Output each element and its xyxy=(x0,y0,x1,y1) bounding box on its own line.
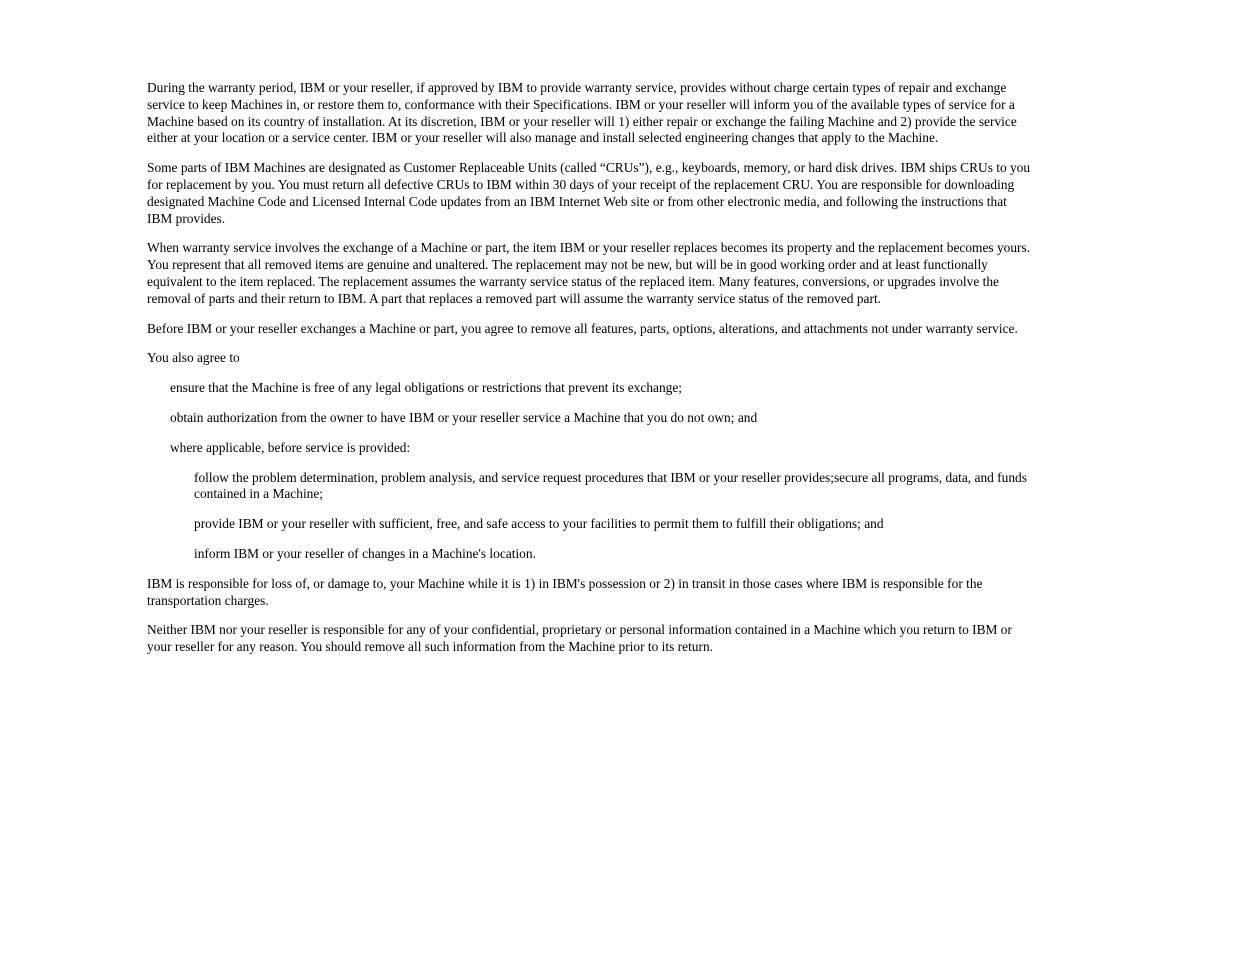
paragraph-warranty-service: During the warranty period, IBM or your reseller, if approved by IBM to provide warranty service, provides without charge certain types of repair and exchange service to keep Machines in, or restore them to, conformance with their Specifications. IBM or your reseller will inform you of the available types of service for a Machine based on its country of installation. At its discretion, IBM or your reseller will 1) either repair or exchange the failing Machine and 2) provide the service either at your location or a service center. IBM or your reseller will also manage and install selected engineering changes that apply to the Machine. xyxy=(147,80,1017,146)
sub-list-item-access: provide IBM or your reseller with sufficient, free, and safe access to your facilities to permit them to fulfill their obligations; and xyxy=(194,516,884,532)
list-item-authorization: obtain authorization from the owner to have IBM or your reseller service a Machine that you do not own; and xyxy=(170,409,758,425)
document-page xyxy=(147,80,1032,669)
paragraph-confidential-info: Neither IBM nor your reseller is responsible for any of your confidential, proprietary or personal information contained in a Machine which you return to IBM or your reseller for any reason. You should remove all such information from the Machine prior to its return. xyxy=(147,622,1012,655)
paragraph-remove-features: Before IBM or your reseller exchanges a Machine or part, you agree to remove all features, parts, options, alterations, and attachments not under warranty service. xyxy=(147,320,1018,336)
sub-list-item-location: inform IBM or your reseller of changes in a Machine's location. xyxy=(194,545,536,561)
list-item-legal-obligations: ensure that the Machine is free of any legal obligations or restrictions that prevent its exchange; xyxy=(170,380,683,396)
list-item-where-applicable: where applicable, before service is provided: xyxy=(170,439,411,455)
sub-list-item-procedures: follow the problem determination, problem analysis, and service request procedures that IBM or your reseller provides;secure all programs, data, and funds contained in a Machine; xyxy=(194,469,1027,502)
paragraph-loss-damage: IBM is responsible for loss of, or damage to, your Machine while it is 1) in IBM's possession or 2) in transit in those cases where IBM is responsible for the transportation charges. xyxy=(147,575,983,608)
paragraph-cru: Some parts of IBM Machines are designated as Customer Replaceable Units (called “CRUs”), e.g., keyboards, memory, or hard disk drives. IBM ships CRUs to you for replacement by you. You must return all defective CRUs to IBM within 30 days of your receipt of the replacement CRU. You are responsible for downloading designated Machine Code and Licensed Internal Code updates from an IBM Internet Web site or from other electronic media, and following the instructions that IBM provides. xyxy=(147,160,1031,226)
paragraph-also-agree: You also agree to xyxy=(147,350,240,366)
paragraph-exchange: When warranty service involves the exchange of a Machine or part, the item IBM or your reseller replaces becomes its property and the replacement becomes yours. You represent that all removed items are genuine and unaltered. The replacement may not be new, but will be in good working order and at least functionally equivalent to the item replaced. The replacement assumes the warranty service status of the replaced item. Many features, conversions, or upgrades involve the removal of parts and their return to IBM. A part that replaces a removed part will assume the warranty service status of the removed part. xyxy=(147,240,1031,306)
